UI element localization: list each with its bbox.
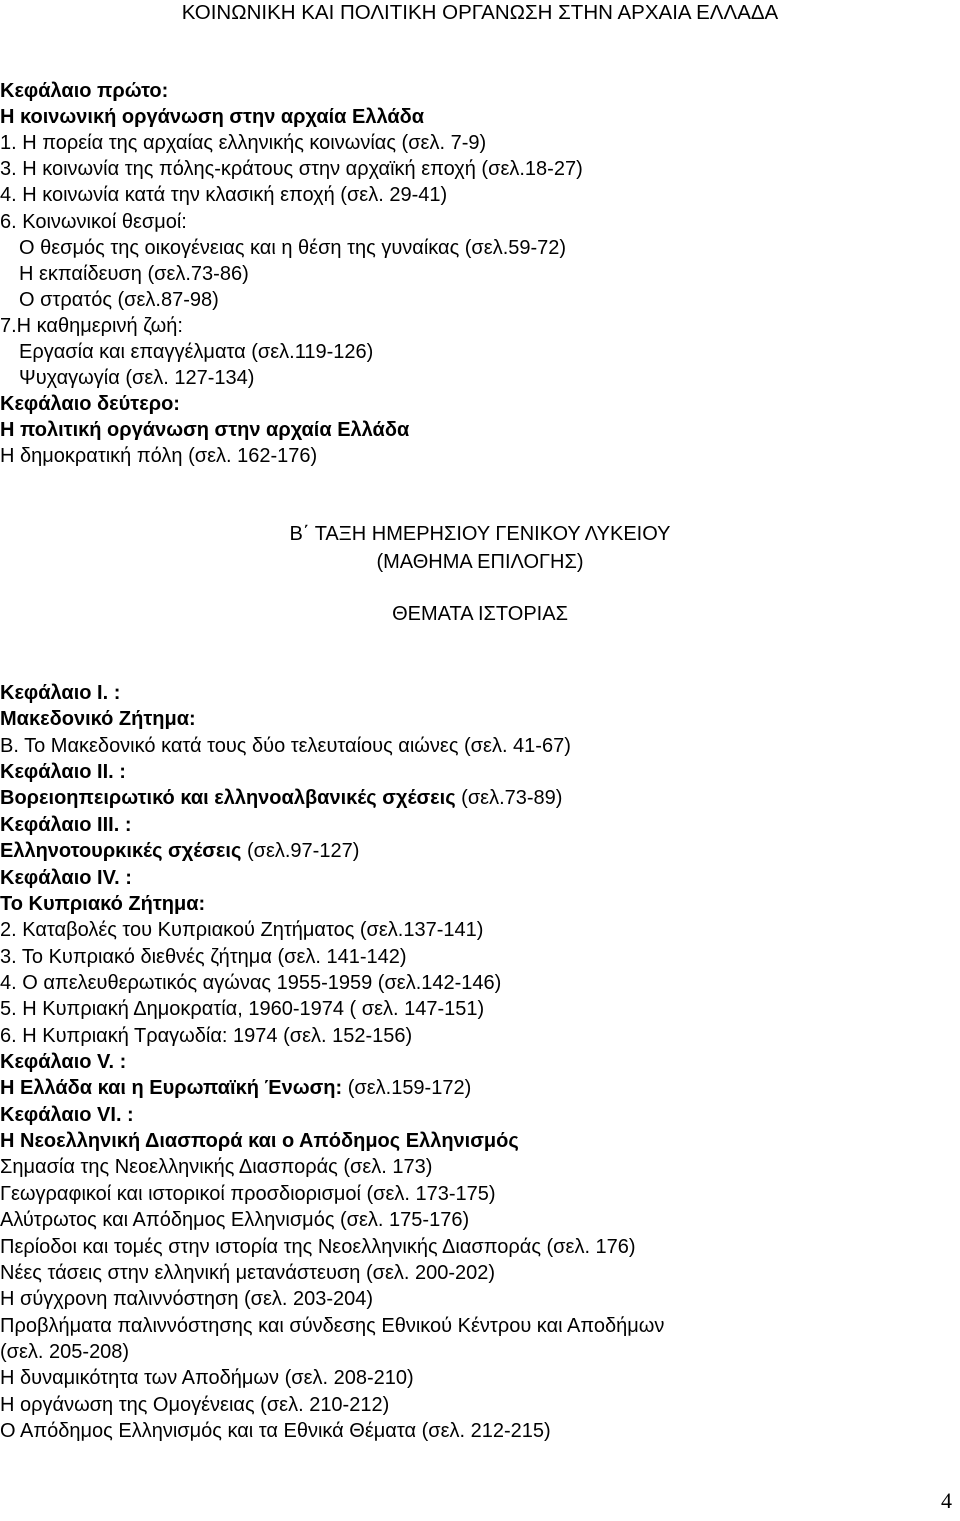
topic-line <box>0 1154 432 1180</box>
outline-line: 3. Η κοινωνία της πόλης-κράτους στην αρχαϊκή εποχή (σελ.18-27) <box>0 158 583 181</box>
topic-line <box>0 1075 471 1101</box>
topic-heading: Κεφάλαιο ΙΙΙ. : <box>0 813 132 836</box>
outline-line: Η δημοκρατική πόλη (σελ. 162-176) <box>0 445 318 468</box>
page-number: 4 <box>941 1488 952 1513</box>
topic-text: 5. Η Κυπριακή Δημοκρατία, 1960-1974 ( σελ. 147-151) <box>0 998 485 1021</box>
topic-line <box>0 1207 469 1233</box>
outline-line: Ο θεσμός της οικογένειας και η θέση της γυναίκας (σελ.59-72) <box>19 236 567 259</box>
topic-heading: Κεφάλαιο VI. : <box>0 1103 134 1126</box>
topic-line <box>0 1392 389 1418</box>
course-type-heading: (ΜΑΘΗΜΑ ΕΠΙΛΟΓΗΣ) <box>376 551 584 573</box>
topic-line <box>0 1339 129 1365</box>
topic-line <box>0 1102 134 1128</box>
topic-line <box>0 1023 412 1049</box>
topic-text: Ο Απόδημος Ελληνισμός και τα Εθνικά Θέματα (σελ. 212-215) <box>0 1420 551 1443</box>
outline-line: 4. Η κοινωνία κατά την κλασική εποχή (σελ. 29-41) <box>0 184 448 207</box>
topic-line <box>0 1234 636 1260</box>
topic-line <box>0 759 126 785</box>
outline-line: Η εκπαίδευση (σελ.73-86) <box>19 262 249 285</box>
topic-heading: Κεφάλαιο ΙΙ. : <box>0 761 126 784</box>
topic-text: 2. Καταβολές του Κυπριακού Ζητήματος (σελ.137-141) <box>0 919 484 942</box>
topic-text: Η δυναμικότητα των Αποδήμων (σελ. 208-210) <box>0 1367 414 1390</box>
history-topics-heading: ΘΕΜΑΤΑ ΙΣΤΟΡΙΑΣ <box>392 603 568 625</box>
topic-text: Η οργάνωση της Ομογένειας (σελ. 210-212) <box>0 1393 390 1416</box>
topic-line <box>0 1260 495 1286</box>
topic-text: (σελ. 205-208) <box>0 1341 130 1363</box>
topic-line <box>0 1418 551 1444</box>
topic-line <box>0 706 196 732</box>
topic-heading: Κεφάλαιο V. : <box>0 1051 127 1074</box>
topic-text: Γεωγραφικοί και ιστορικοί προσδιορισμοί (σελ. 173-175) <box>0 1182 496 1205</box>
topic-text: (σελ.97-127) <box>241 840 360 863</box>
topic-line <box>0 680 120 706</box>
topic-heading: Βορειοηπειρωτικό και ελληνοαλβανικές σχέσεις <box>0 787 456 810</box>
topic-line <box>0 1181 496 1207</box>
outline-line: 6. Κοινωνικοί θεσμοί: <box>0 210 187 233</box>
topic-line <box>0 838 359 864</box>
topic-text: Σημασία της Νεοελληνικής Διασποράς (σελ. 173) <box>0 1156 433 1179</box>
page-title: ΚΟΙΝΩΝΙΚΗ ΚΑΙ ΠΟΛΙΤΙΚΗ ΟΡΓΑΝΩΣΗ ΣΤΗΝ ΑΡΧΑΙΑ ΕΛΛΑΔΑ <box>181 1 779 24</box>
topic-line <box>0 944 407 970</box>
outline-line: Ο στρατός (σελ.87-98) <box>19 288 219 311</box>
topic-text: Β. Το Μακεδονικό κατά τους δύο τελευταίους αιώνες (σελ. 41-67) <box>0 734 571 757</box>
topic-line <box>0 1286 373 1312</box>
outline-line: Ψυχαγωγία (σελ. 127-134) <box>19 367 255 390</box>
topic-heading: Κεφάλαιο IV. : <box>0 866 132 889</box>
topic-text: (σελ.73-89) <box>455 787 563 810</box>
topic-line <box>0 1049 126 1075</box>
outline-line: Εργασία και επαγγέλματα (σελ.119-126) <box>19 341 374 363</box>
topic-text: Η σύγχρονη παλιννόστηση (σελ. 203-204) <box>0 1288 374 1311</box>
topic-line <box>0 865 132 891</box>
topic-line <box>0 917 483 943</box>
topic-line <box>0 891 205 917</box>
topic-line <box>0 1365 414 1391</box>
outline-line: 1. Η πορεία της αρχαίας ελληνικής κοινωνίας (σελ. 7-9) <box>0 132 487 155</box>
topic-line <box>0 733 571 759</box>
topic-line <box>0 1313 664 1339</box>
topic-heading: Μακεδονικό Ζήτημα: <box>0 708 196 731</box>
topic-line <box>0 785 562 811</box>
topic-heading: Η Ελλάδα και η Ευρωπαϊκή Ένωση: <box>0 1077 343 1100</box>
outline-line: Η πολιτική οργάνωση στην αρχαία Ελλάδα <box>0 419 410 442</box>
topic-line <box>0 970 501 996</box>
topic-line <box>0 996 484 1022</box>
topic-text: (σελ.159-172) <box>342 1077 472 1100</box>
topic-text: 4. Ο απελευθερωτικός αγώνας 1955-1959 (σελ.142-146) <box>0 971 502 994</box>
topic-text: Προβλήματα παλιννόστησης και σύνδεσης Εθνικού Κέντρου και Αποδήμων <box>0 1314 665 1337</box>
outline-line: Κεφάλαιο πρώτο: <box>0 80 169 102</box>
topic-text: 6. Η Κυπριακή Τραγωδία: 1974 (σελ. 152-156) <box>0 1024 413 1047</box>
topic-line <box>0 812 131 838</box>
topic-heading: Το Κυπριακό Ζήτημα: <box>0 892 206 915</box>
outline-line: Η κοινωνική οργάνωση στην αρχαία Ελλάδα <box>0 106 425 129</box>
class-heading: Β΄ ΤΑΞΗ ΗΜΕΡΗΣΙΟΥ ΓΕΝΙΚΟΥ ΛΥΚΕΙΟΥ <box>289 523 671 545</box>
topic-heading: Ελληνοτουρκικές σχέσεις <box>0 840 242 863</box>
topic-heading: Η Νεοελληνική Διασπορά και ο Απόδημος Ελληνισμός <box>0 1130 519 1153</box>
topic-text: 3. Το Κυπριακό διεθνές ζήτημα (σελ. 141-142) <box>0 945 407 968</box>
outline-line: Κεφάλαιο δεύτερο: <box>0 393 180 416</box>
outline-line: 7.Η καθημερινή ζωή: <box>0 314 183 337</box>
topic-heading: Κεφάλαιο Ι. : <box>0 682 121 704</box>
topic-text: Περίοδοι και τομές στην ιστορία της Νεοελληνικής Διασποράς (σελ. 176) <box>0 1235 636 1258</box>
topic-line <box>0 1128 519 1154</box>
topic-text: Νέες τάσεις στην ελληνική μετανάστευση (σελ. 200-202) <box>0 1261 496 1284</box>
topic-text: Αλύτρωτος και Απόδημος Ελληνισμός (σελ. 175-176) <box>0 1209 470 1232</box>
